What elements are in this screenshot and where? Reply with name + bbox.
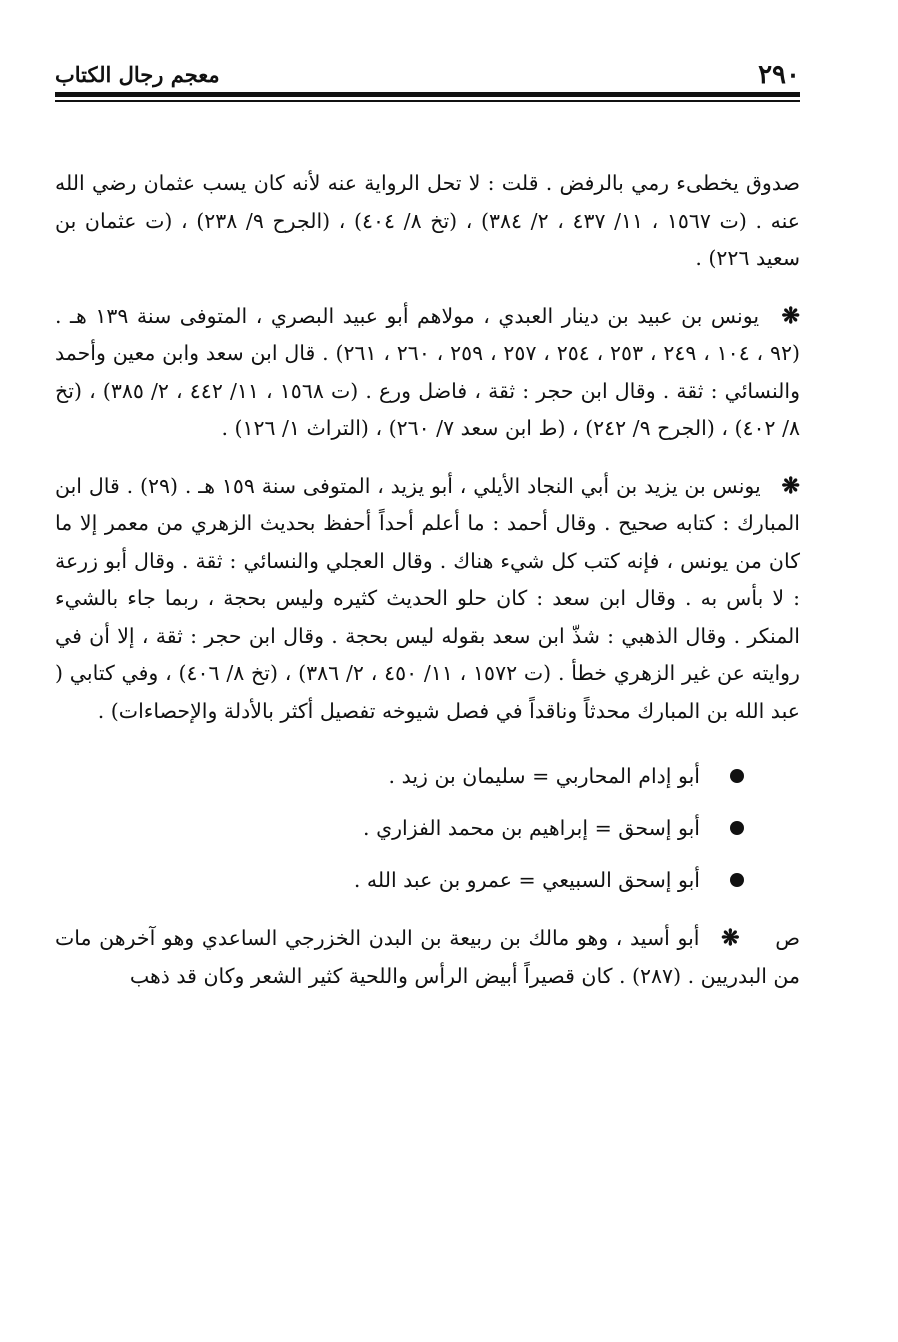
text-line: ١٥٦٨ ، ١١/ ٤٤٢ ، ٢/ ٣٨٥) ، (تخ ٨/ ٤٠٢) ، (الجرح ٩/ ٢٤٢) ، (ط ابن سعد bbox=[55, 378, 800, 440]
asterisk-icon: ❋ bbox=[781, 302, 800, 329]
text-line: ٢/ ٣٨٦) ، (تخ ٨/ ٤٠٦) ، وفي كتابي ( عبد الله بن المبارك محدثاً وناقداً في فصل bbox=[55, 661, 800, 723]
bullet-icon bbox=[730, 873, 744, 887]
asterisk-icon: ❋ bbox=[781, 472, 800, 499]
bullet-icon bbox=[730, 821, 744, 835]
text-line: الله عنه . (ت ١٥٦٧ ، ١١/ ٤٣٧ ، ٢/ ٣٨٤) ، (تخ ٨/ ٤٠٤) ، (الجرح ٩/ ٢٣٨) ، bbox=[55, 171, 800, 233]
text-line: يونس بن عبيد بن دينار العبدي ، مولاهم أبو عبيد البصري ، المتوفى سنة bbox=[136, 303, 760, 328]
text-line: مات من البدريين . (٢٨٧) . كان قصيراً أبيض الرأس واللحية كثير الشعر وكان قد ذهب bbox=[55, 926, 800, 988]
cross-reference-text: أبو إدام المحاربي = سليمان بن زيد . bbox=[388, 764, 700, 788]
running-title: معجم رجال الكتاب bbox=[55, 62, 220, 87]
entry-yunus-ibn-yazid bbox=[55, 468, 800, 731]
header-rule-thick bbox=[55, 92, 800, 97]
list-item bbox=[55, 750, 800, 802]
entry-yunus-ibn-ubayd bbox=[55, 298, 800, 448]
asterisk-icon: ❋ bbox=[721, 925, 740, 951]
paragraph-continuation bbox=[55, 165, 800, 278]
text-line: وقال ابن حجر : ثقة ، إلا أن في روايته عن غير الزهري خطأ . (ت ١٥٧٢ ، ١١/ ٤٥٠ ، bbox=[55, 623, 800, 685]
list-item bbox=[55, 854, 800, 906]
page-number: ٢٩٠ bbox=[758, 60, 800, 90]
text-line: ابن سعد وابن معين وأحمد والنسائي : ثقة . وقال ابن حجر : ثقة ، فاضل ورع . (ت bbox=[55, 341, 800, 403]
text-line: ١٣٩ هـ . (٩٢ ، ١٠٤ ، ٢٤٩ ، ٢٥٣ ، ٢٥٤ ، ٢٥٧ ، ٢٥٩ ، ٢٦٠ ، ٢٦١) . قال bbox=[55, 303, 801, 365]
cross-reference-list bbox=[55, 750, 800, 906]
page-header bbox=[55, 54, 800, 90]
header-rule-thin bbox=[55, 100, 800, 102]
main-text bbox=[55, 165, 800, 1015]
cross-reference-text: أبو إسحق = إبراهيم بن محمد الفزاري . bbox=[363, 816, 700, 840]
text-line: (ت عثمان بن سعيد ٢٢٦) . bbox=[55, 208, 800, 270]
text-line: وليس بحجة ، ربما جاء بالشيء المنكر . وقال الذهبي : شذّ ابن سعد بقوله ليس بحجة . bbox=[55, 586, 800, 648]
text-line: الزهري من معمر إلا ما كان من يونس ، فإنه كتب كل شيء هناك . وقال العجلي bbox=[55, 511, 800, 573]
text-line: ٧/ ٢٦٠) ، (التراث ١/ ١٢٦) . bbox=[221, 416, 455, 440]
text-line: (٢٩) . قال ابن المبارك : كتابه صحيح . وقال أحمد : ما أعلم أحداً أحفظ بحديث bbox=[55, 473, 800, 535]
text-line: يونس بن يزيد بن أبي النجاد الأيلي ، أبو يزيد ، المتوفى سنة ١٥٩ هـ . bbox=[184, 473, 761, 498]
sahabi-marker: ص bbox=[775, 926, 800, 950]
text-line: أبو أسيد ، وهو مالك بن ربيعة بن البدن الخزرجي الساعدي وهو آخرهن bbox=[99, 926, 700, 950]
cross-reference-text: أبو إسحق السبيعي = عمرو بن عبد الله . bbox=[353, 868, 700, 892]
bullet-icon bbox=[730, 769, 744, 783]
text-line: شيوخه تفصيل أكثر بالأدلة والإحصاءات) . bbox=[97, 698, 440, 723]
list-item bbox=[55, 802, 800, 854]
text-line: صدوق يخطىء رمي بالرفض . قلت : لا تحل الرواية عنه لأنه كان يسب عثمان رضي bbox=[91, 171, 800, 195]
text-line: والنسائي : ثقة . وقال أبو زرعة : لا بأس به . وقال ابن سعد : كان حلو الحديث كثيره bbox=[55, 548, 800, 610]
entry-abu-usayd bbox=[55, 920, 800, 995]
